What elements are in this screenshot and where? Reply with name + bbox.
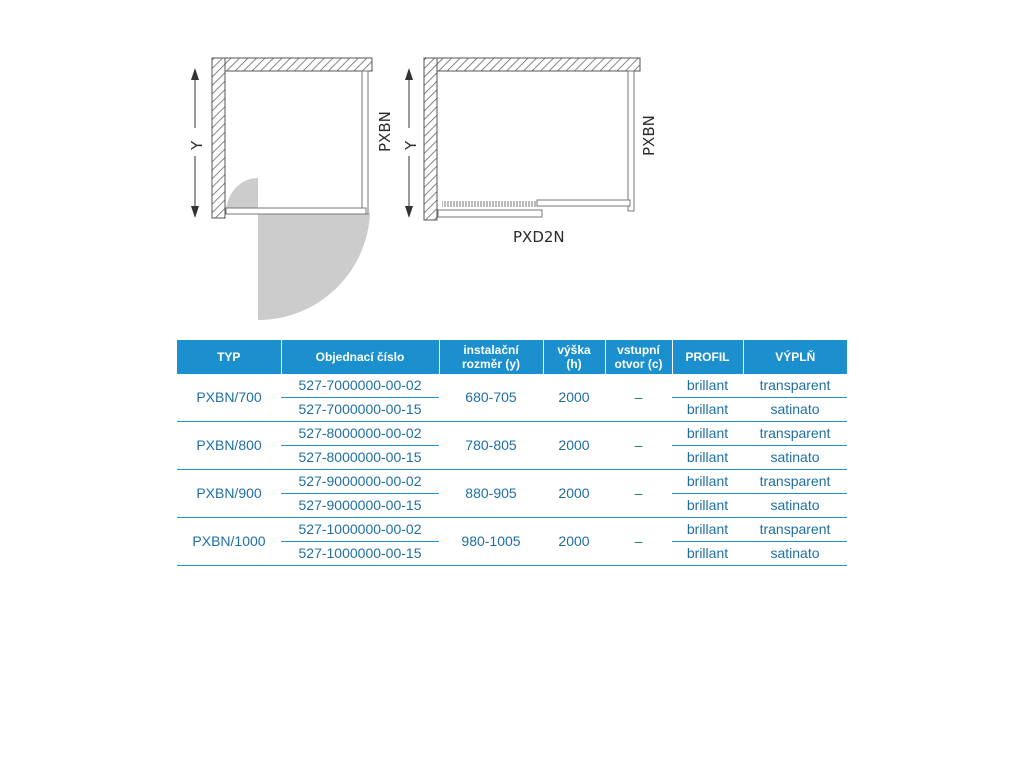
product-spec-table: [177, 340, 847, 566]
cell-fill: satinato: [743, 446, 847, 470]
left-panel-bottom: [226, 208, 366, 214]
cell-order-code: 527-7000000-00-02: [281, 374, 439, 398]
right-panel-label: PXBN: [640, 115, 658, 156]
cell-profile: brillant: [672, 518, 743, 542]
left-diagram: [188, 58, 372, 320]
cell-opening: –: [605, 422, 672, 470]
cell-install-size: 780-805: [439, 422, 543, 470]
cell-order-code: 527-7000000-00-15: [281, 398, 439, 422]
cell-order-code: 527-9000000-00-15: [281, 494, 439, 518]
cell-typ: PXBN/1000: [177, 518, 281, 566]
cell-order-code: 527-9000000-00-02: [281, 470, 439, 494]
right-door-label: PXD2N: [513, 228, 565, 246]
cell-fill: satinato: [743, 494, 847, 518]
table-row: [177, 518, 847, 542]
cell-fill: transparent: [743, 422, 847, 446]
right-door-vent: [442, 201, 536, 207]
header-height-line1: výška: [557, 343, 591, 357]
cell-fill: satinato: [743, 398, 847, 422]
cell-profile: brillant: [672, 446, 743, 470]
header-install-size-line2: rozměr (y): [461, 357, 520, 371]
table-row: [177, 374, 847, 398]
cell-height: 2000: [543, 470, 605, 518]
right-wall-side: [424, 58, 437, 220]
right-wall-top: [424, 58, 640, 71]
header-opening-line2: otvor (c): [614, 357, 663, 371]
table-row: [177, 422, 847, 446]
header-height-line2: (h): [566, 357, 582, 371]
cell-profile: brillant: [672, 374, 743, 398]
header-typ: TYP: [177, 340, 281, 374]
header-profile: PROFIL: [672, 340, 743, 374]
left-panel-pxbn: [362, 71, 368, 214]
cell-order-code: 527-8000000-00-15: [281, 446, 439, 470]
cell-profile: brillant: [672, 422, 743, 446]
cell-install-size: 880-905: [439, 470, 543, 518]
left-wall-side: [212, 58, 225, 218]
cell-fill: transparent: [743, 518, 847, 542]
header-opening: [605, 340, 672, 374]
cell-opening: –: [605, 470, 672, 518]
cell-typ: PXBN/700: [177, 374, 281, 422]
diagrams-area: [0, 0, 1024, 330]
cell-opening: –: [605, 374, 672, 422]
cell-order-code: 527-1000000-00-02: [281, 518, 439, 542]
cell-profile: brillant: [672, 398, 743, 422]
shower-plan-diagrams: [0, 0, 1024, 330]
cell-profile: brillant: [672, 542, 743, 566]
header-height: [543, 340, 605, 374]
cell-install-size: 980-1005: [439, 518, 543, 566]
cell-profile: brillant: [672, 470, 743, 494]
left-dimension-y-label: Y: [188, 140, 206, 150]
cell-fill: transparent: [743, 470, 847, 494]
cell-height: 2000: [543, 374, 605, 422]
left-wall-top: [212, 58, 372, 71]
cell-fill: satinato: [743, 542, 847, 566]
table-header: [177, 340, 847, 374]
cell-height: 2000: [543, 518, 605, 566]
left-panel-label: PXBN: [376, 111, 394, 152]
cell-typ: PXBN/900: [177, 470, 281, 518]
cell-height: 2000: [543, 422, 605, 470]
cell-order-code: 527-8000000-00-02: [281, 422, 439, 446]
right-door-slide: [438, 210, 542, 217]
right-diagram: [402, 58, 640, 220]
header-order-number: Objednací číslo: [281, 340, 439, 374]
cell-order-code: 527-1000000-00-15: [281, 542, 439, 566]
right-panel-pxbn: [628, 71, 634, 211]
right-door-fixed: [537, 200, 630, 206]
cell-fill: transparent: [743, 374, 847, 398]
table-body: [177, 374, 847, 566]
cell-profile: brillant: [672, 494, 743, 518]
right-dimension-y-label: Y: [402, 140, 420, 150]
left-door-swing-arc: [258, 213, 370, 320]
header-install-size: [439, 340, 543, 374]
cell-install-size: 680-705: [439, 374, 543, 422]
header-opening-line1: vstupní: [617, 343, 660, 357]
cell-typ: PXBN/800: [177, 422, 281, 470]
table-row: [177, 470, 847, 494]
header-fill: VÝPLŇ: [743, 340, 847, 374]
cell-opening: –: [605, 518, 672, 566]
header-install-size-line1: instalační: [463, 343, 519, 357]
